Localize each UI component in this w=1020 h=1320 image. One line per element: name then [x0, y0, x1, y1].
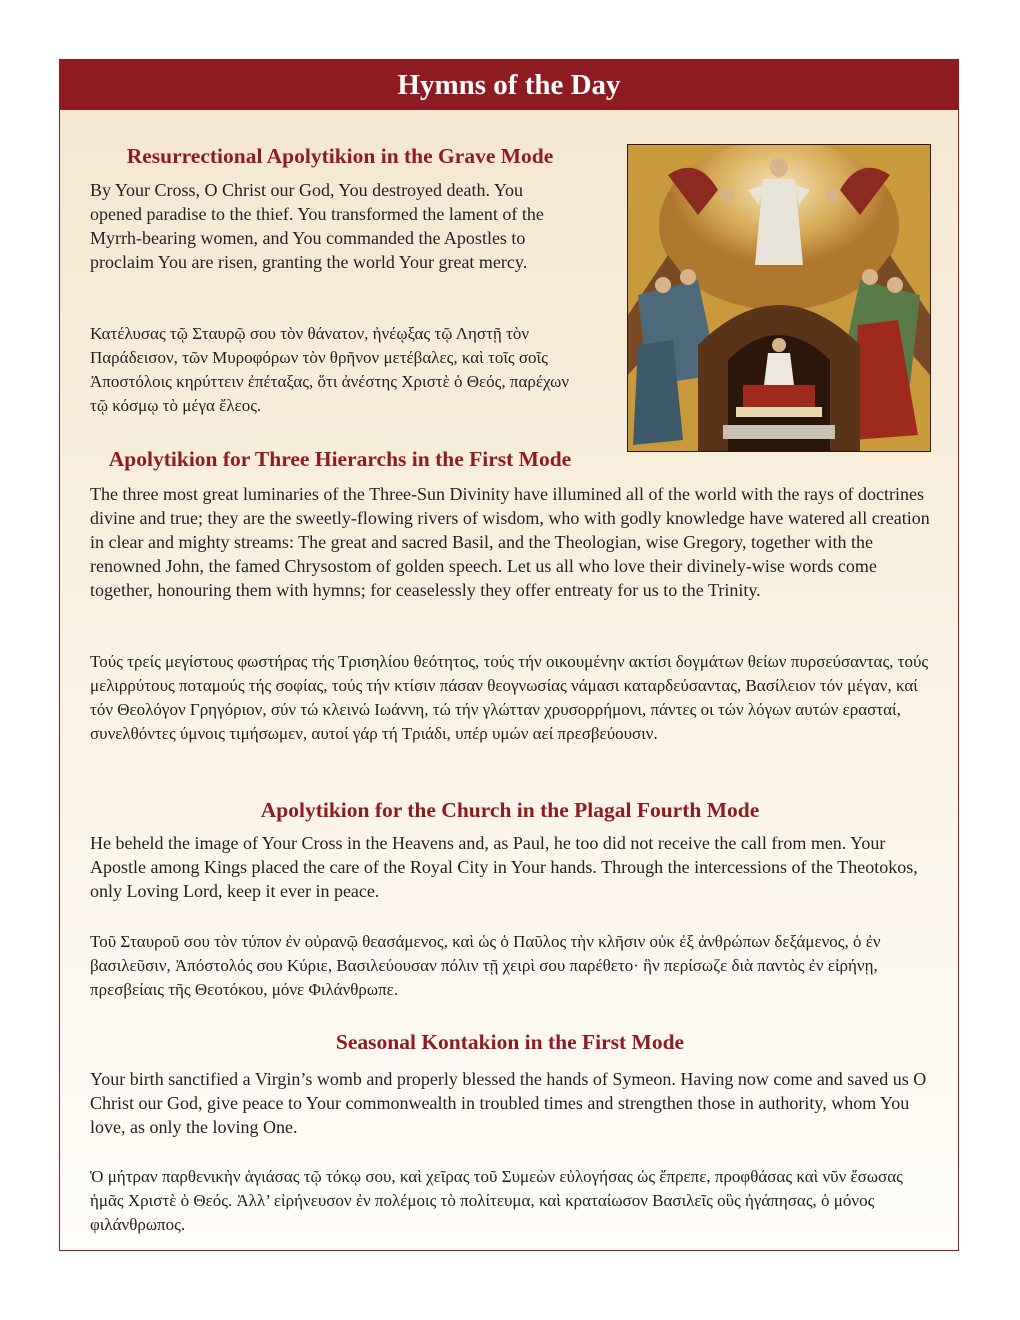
- section-english-three-hierarchs: The three most great luminaries of the Three-Sun Divinity have illumined all of the world with the rays of doctrines divine and true; they are the sweetly-flowing rivers of wisdom, who with godly knowledge have watered all creation in clear and mighty streams: The great and sacred Basil, and the Theologian, wise Gregory, together with the renowned John, the famed Chrysostom of golden speech. Let us all who love their divinely-wise words come together, honouring them with hymns; for ceaselessly they offer entreaty for us to the Trinity.: [90, 484, 930, 600]
- section-greek-kontakion: Ὁ μήτραν παρθενικὴν ἁγιάσας τῷ τόκῳ σου, καὶ χεῖρας τοῦ Συμεὼν εὐλογήσας ὡς ἔπρεπε, προφθάσας καὶ νῦν ἔσωσας ἡμᾶς Χριστὲ ὁ Θεός. Ἀλλ’ εἰρήνευσον ἐν πολέμοις τὸ πολίτευμα, καὶ κραταίωσον Βασιλεῖς οὓς ἠγάπησας, ὁ μόνος φιλάνθρωπος.: [90, 1167, 903, 1234]
- section-greek-resurrectional: Κατέλυσας τῷ Σταυρῷ σου τὸν θάνατον, ἠνέῳξας τῷ Ληστῇ τὸν Παράδεισον, τῶν Μυροφόρων τὸν θρῆνον μετέβαλες, καὶ τοῖς σοῖς Ἀποστόλοις κηρύττειν ἐπέταξας, ὅτι ἀνέστης Χριστὲ ὁ Θεός, παρέχων τῷ κόσμῳ τὸ μέγα ἔλεος.: [90, 324, 570, 415]
- resurrection-icon: [627, 144, 931, 452]
- section-heading-three-hierarchs: Apolytikion for Three Hierarchs in the First Mode: [108, 447, 572, 471]
- section-heading-kontakion: Seasonal Kontakion in the First Mode: [335, 1030, 685, 1054]
- section-heading-resurrectional: Resurrectional Apolytikion in the Grave Mode: [126, 144, 554, 168]
- section-english-resurrectional: By Your Cross, O Christ our God, You destroyed death. You opened paradise to the thief. You transformed the lament of the Myrrh-bearing women, and You commanded the Apostles to proclaim You are risen, granting the world Your great mercy.: [90, 180, 544, 272]
- section-greek-church: Τοῦ Σταυροῦ σου τὸν τύπον ἐν οὐρανῷ θεασάμενος, καὶ ὡς ὁ Παῦλος τὴν κλῆσιν οὐκ ἐξ ἀνθρώπων δεξάμενος, ὁ ἐν βασιλεῦσιν, Ἀπόστολός σου Κύριε, Βασιλεύουσαν πόλιν τῇ χειρὶ σου παρέθετο· ἣν περίσωζε διὰ παντὸς ἐν εἰρήνῃ, πρεσβείαις τῆς Θεοτόκου, μόνε Φιλάνθρωπε.: [90, 932, 881, 999]
- hymns-card: [59, 59, 959, 1251]
- page-title: Hymns of the Day: [60, 60, 958, 110]
- section-english-kontakion: Your birth sanctified a Virgin’s womb and properly blessed the hands of Symeon. Having now come and saved us O Christ our God, give peace to Your commonwealth in troubled times and strengthen those in authority, whom You love, as only the loving One.: [90, 1069, 927, 1137]
- section-english-church: He beheld the image of Your Cross in the Heavens and, as Paul, he too did not receive the call from men. Your Apostle among Kings placed the care of the Royal City in Your hands. Through the intercessions of the Theotokos, only Loving Lord, keep it ever in peace.: [90, 833, 918, 901]
- section-greek-three-hierarchs: Τούς τρείς μεγίστους φωστήρας τής Τρισηλίου θεότητος, τούς τήν οικουμένην ακτίσι δογμάτων θείων πυρσεύσαντας, τούς μελιρρύτους ποταμούς τής σοφίας, τούς τήν κτίσιν πάσαν θεογνωσίας νάμασι καταρδεύσαντας, Βασίλειον τόν μέγαν, καί τόν Θεολόγον Γρηγόριον, σύν τώ κλεινώ Ιωάννη, τώ τήν γλώτταν χρυσορρήμονι, πάντες οι τών λόγων αυτών ερασταί, συνελθόντες ύμνοις τιμήσωμεν, αυτοί γάρ τή Τριάδι, υπέρ υμών αεί πρεσβεύουσιν.: [90, 652, 929, 743]
- section-heading-church: Apolytikion for the Church in the Plagal Fourth Mode: [260, 798, 760, 822]
